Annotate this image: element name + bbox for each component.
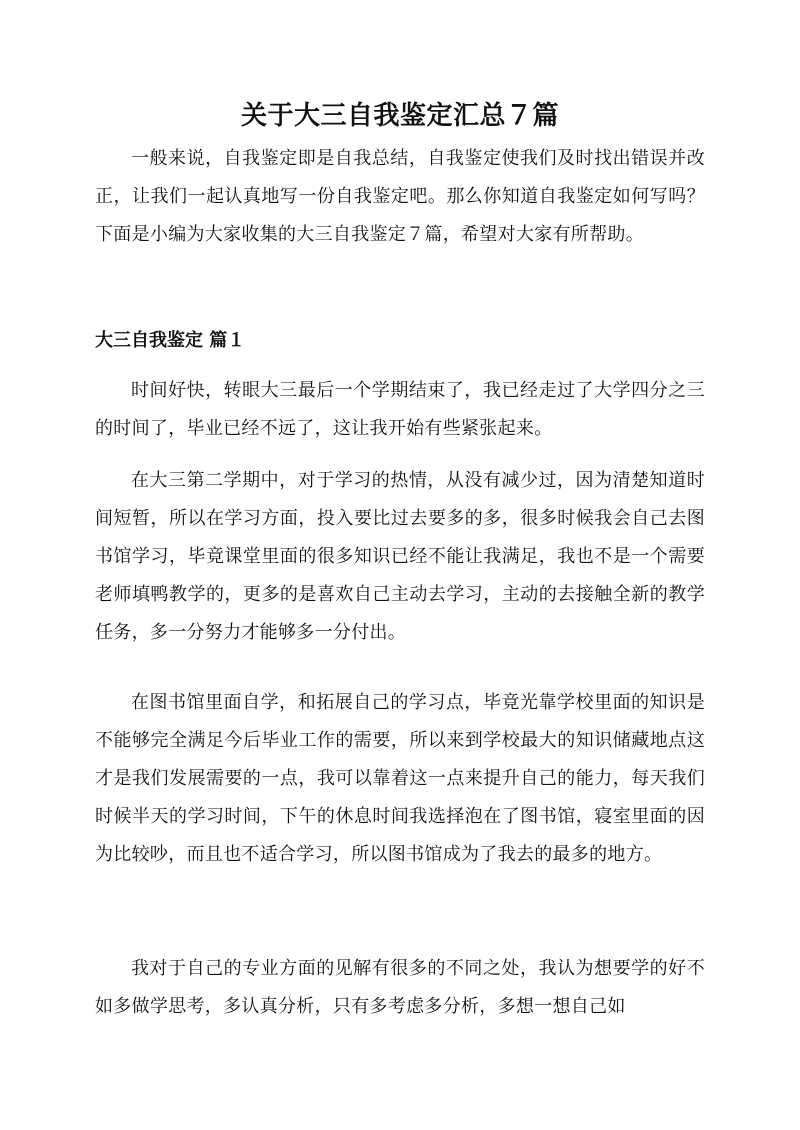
section-paragraph: 在图书馆里面自学，和拓展自己的学习点，毕竟光靠学校里面的知识是不能够完全满足今后毕业工作的需要，所以来到学校最大的知识储藏地点这才是我们发展需要的一点，我可以靠着这一点来提升自己的能力，每天我们时候半天的学习时间，下午的休息时间我选择泡在了图书馆，寝室里面的因为比较吵，而且也不适合学习，所以图书馆成为了我去的最多的地方。 xyxy=(95,692,705,865)
intro-paragraph: 一般来说，自我鉴定即是自我总结，自我鉴定使我们及时找出错误并改正，让我们一起认真地写一份自我鉴定吧。那么你知道自我鉴定如何写吗？下面是小编为大家收集的大三自我鉴定７篇，希望对大家有所帮助。 xyxy=(95,148,705,245)
document-title: 关于大三自我鉴定汇总７篇 xyxy=(240,101,559,131)
section-heading: 大三自我鉴定 篇１ xyxy=(95,330,246,351)
section-paragraph: 我对于自己的专业方面的见解有很多的不同之处，我认为想要学的好不如多做学思考，多认真分析，只有多考虑多分析，多想一想自己如 xyxy=(95,958,705,1017)
section-paragraph: 时间好快，转眼大三最后一个学期结束了，我已经走过了大学四分之三的时间了，毕业已经不远了，这让我开始有些紧张起来。 xyxy=(95,380,705,439)
section-paragraph: 在大三第二学期中，对于学习的热情，从没有减少过，因为清楚知道时间短暂，所以在学习方面，投入要比过去要多的多，很多时候我会自己去图书馆学习，毕竟课堂里面的很多知识已经不能让我满足，我也不是一个需要老师填鸭教学的，更多的是喜欢自己主动去学习，主动的去接触全新的教学任务，多一分努力才能够多一分付出。 xyxy=(95,470,705,643)
